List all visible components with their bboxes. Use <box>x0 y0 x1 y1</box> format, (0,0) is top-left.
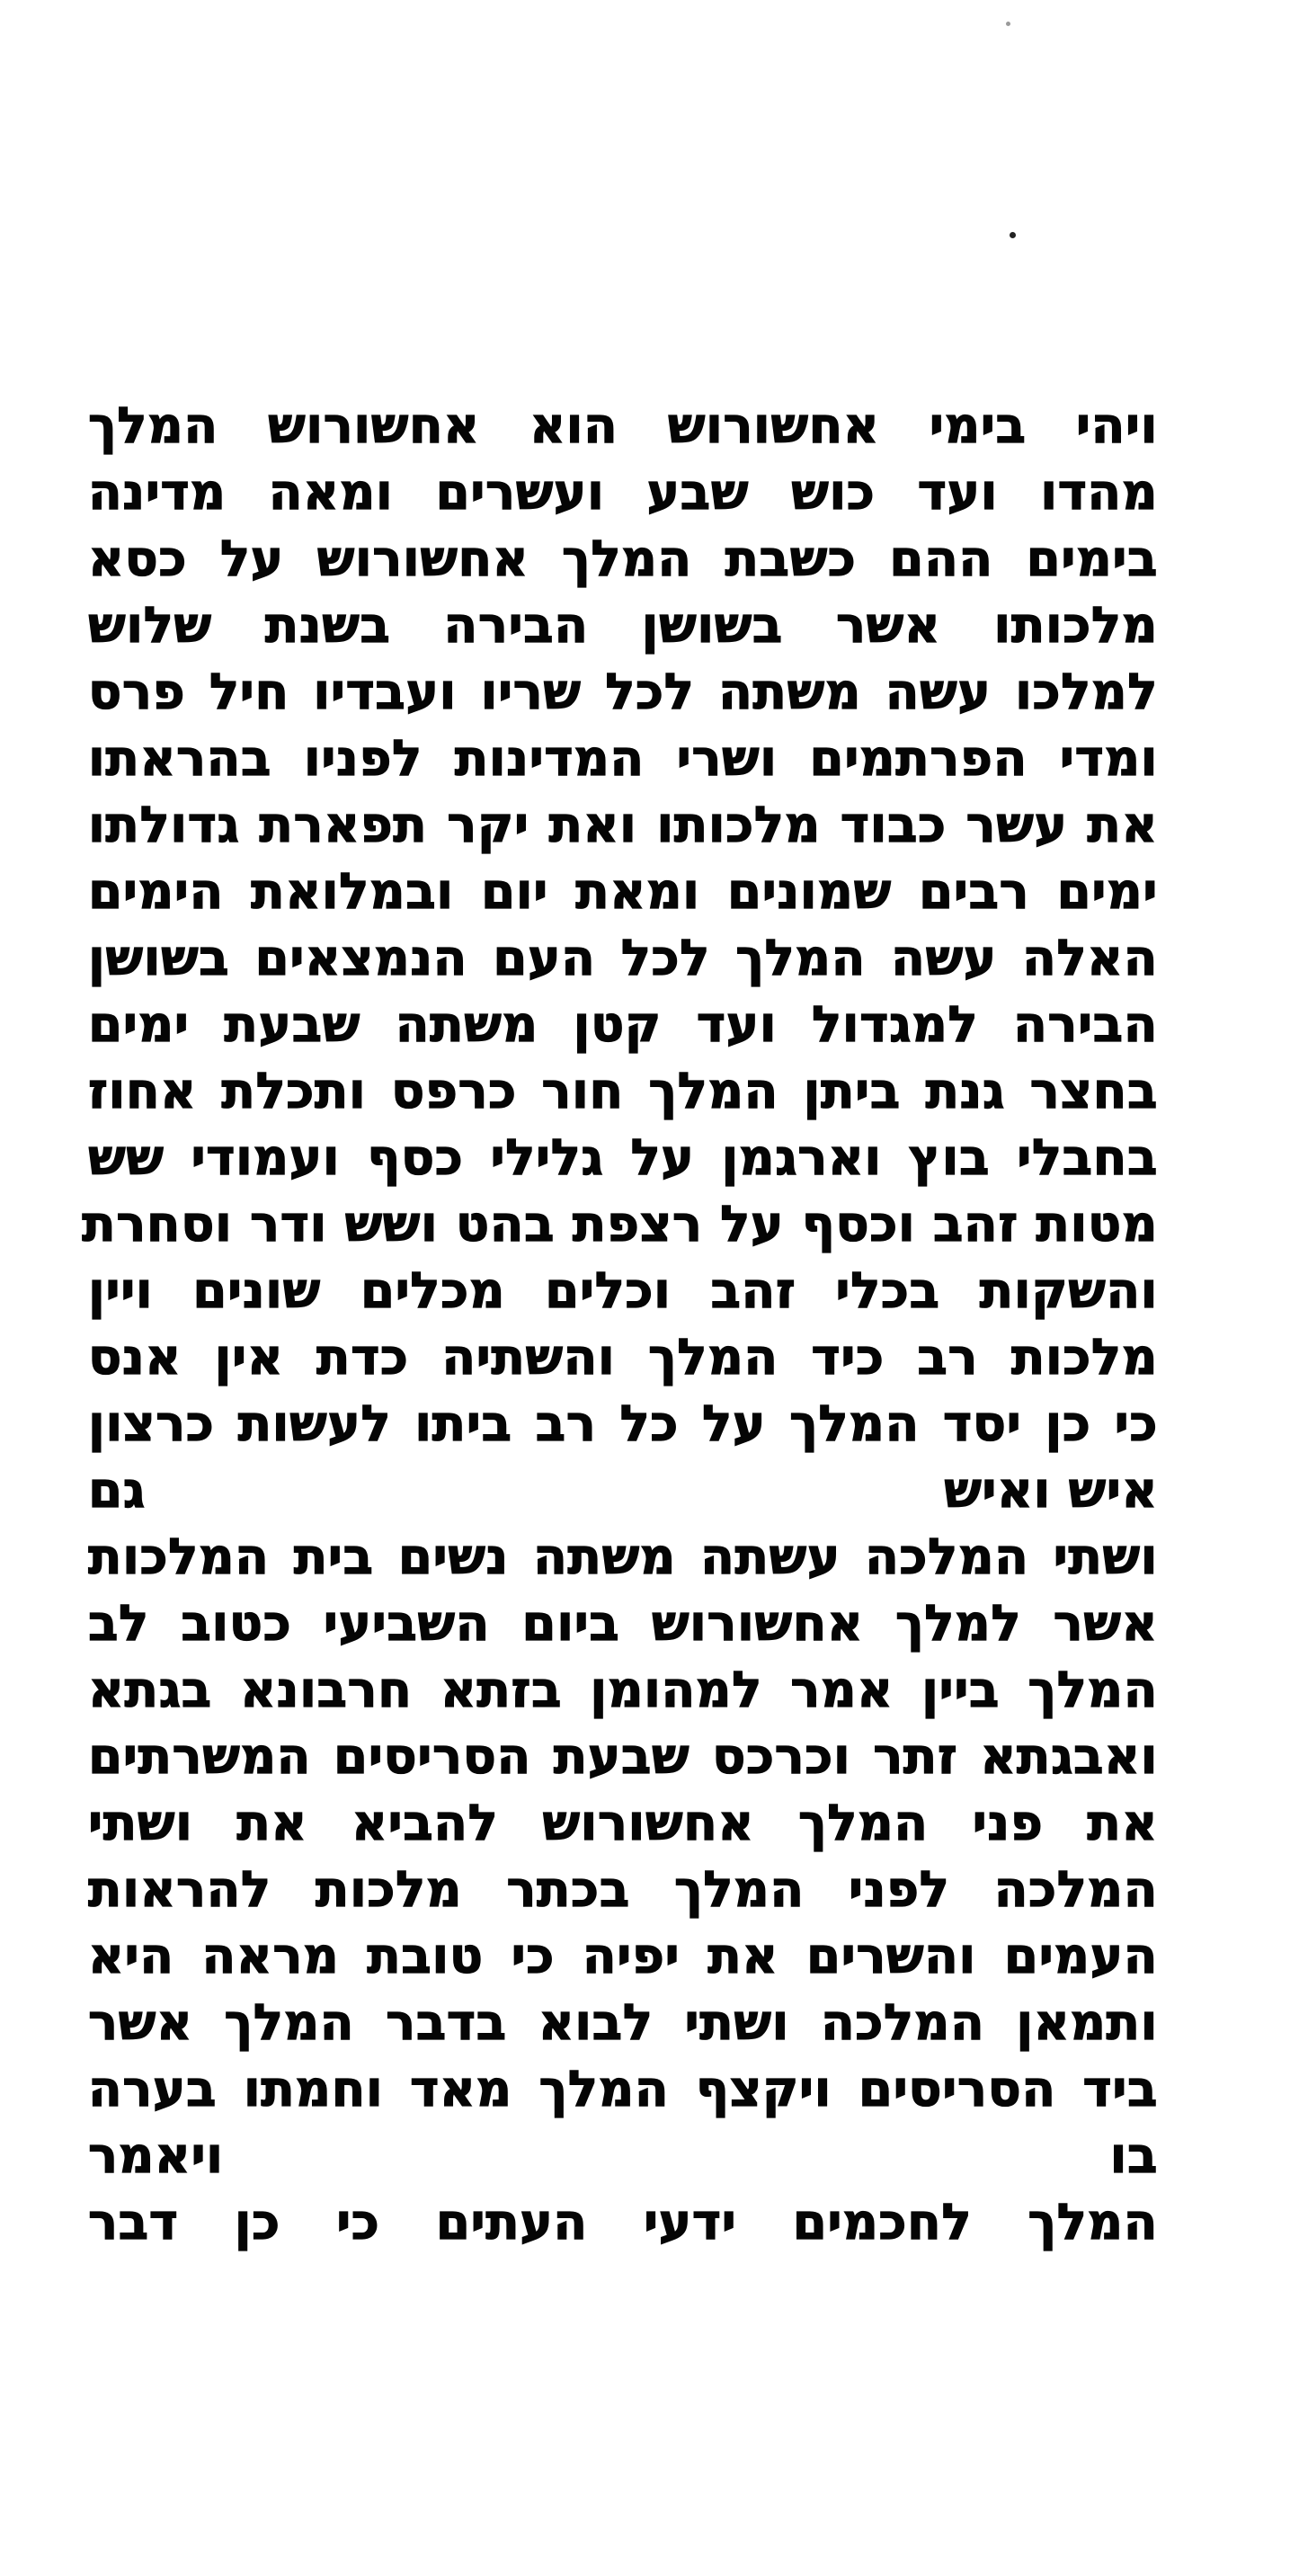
scroll-line: ויהי בימי אחשורוש הוא אחשורוש המלך <box>88 397 1158 454</box>
verse-end-word: בו <box>1109 2126 1158 2184</box>
scroll-line: ואבגתא זתר וכרכס שבעת הסריסים המשרתים <box>88 1727 1158 1785</box>
text-column <box>82 392 1158 2255</box>
scroll-line: העמים והשרים את יפיה כי טובת מראה היא <box>88 1927 1158 1984</box>
scroll-line: בחבלי בוץ וארגמן על גלילי כסף ועמודי שש <box>88 1128 1158 1186</box>
scroll-line: ומדי הפרתמים ושרי המדינות לפניו בהראתו <box>88 729 1158 787</box>
verse-end-word: איש ואיש <box>944 1461 1158 1519</box>
scroll-line: ושתי המלכה עשתה משתה נשים בית המלכות <box>88 1528 1158 1585</box>
scroll-line: את עשר כבוד מלכותו ואת יקר תפארת גדולתו <box>88 796 1158 853</box>
scroll-line: המלך ביין אמר למהומן בזתא חרבונא בגתא <box>88 1661 1158 1718</box>
ink-speck <box>1006 22 1010 26</box>
scroll-line: מטות זהב וכסף על רצפת בהט ושש ודר וסחרת <box>82 1195 1158 1252</box>
scroll-line: ביד הסריסים ויקצף המלך מאד וחמתו בערה <box>88 2060 1158 2117</box>
scroll-line: אשר למלך אחשורוש ביום השביעי כטוב לב <box>88 1594 1158 1652</box>
scroll-line: בימים ההם כשבת המלך אחשורוש על כסא <box>88 530 1158 587</box>
scroll-line <box>88 1457 1158 1523</box>
ink-speck <box>1010 232 1016 238</box>
scroll-line: ותמאן המלכה ושתי לבוא בדבר המלך אשר <box>88 1993 1158 2051</box>
scroll-line: המלכה לפני המלך בכתר מלכות להראות <box>88 1860 1158 1918</box>
scroll-line: מהדו ועד כוש שבע ועשרים ומאה מדינה <box>88 463 1158 521</box>
scroll-line: כי כן יסד המלך על כל רב ביתו לעשות כרצון <box>88 1395 1158 1452</box>
scroll-line: המלך לחכמים ידעי העתים כי כן דבר <box>88 2193 1158 2251</box>
scroll-line: והשקות בכלי זהב וכלים מכלים שונים ויין <box>88 1261 1158 1319</box>
scroll-line: מלכותו אשר בשושן הבירה בשנת שלוש <box>88 596 1158 654</box>
scroll-line: ימים רבים שמונים ומאת יום ובמלואת הימים <box>88 862 1158 920</box>
section-start-word: ויאמר <box>88 2126 224 2184</box>
scroll-line: מלכות רב כיד המלך והשתיה כדת אין אנס <box>88 1328 1158 1386</box>
scroll-line: בחצר גנת ביתן המלך חור כרפס ותכלת אחוז <box>88 1062 1158 1119</box>
scroll-line: את פני המלך אחשורוש להביא את ושתי <box>88 1794 1158 1851</box>
scroll-line: האלה עשה המלך לכל העם הנמצאים בשושן <box>88 929 1158 986</box>
scroll-line: למלכו עשה משתה לכל שריו ועבדיו חיל פרס <box>88 663 1158 720</box>
section-start-word: גם <box>88 1461 146 1519</box>
scroll-line <box>88 2122 1158 2188</box>
scroll-line: הבירה למגדול ועד קטן משתה שבעת ימים <box>88 995 1158 1053</box>
